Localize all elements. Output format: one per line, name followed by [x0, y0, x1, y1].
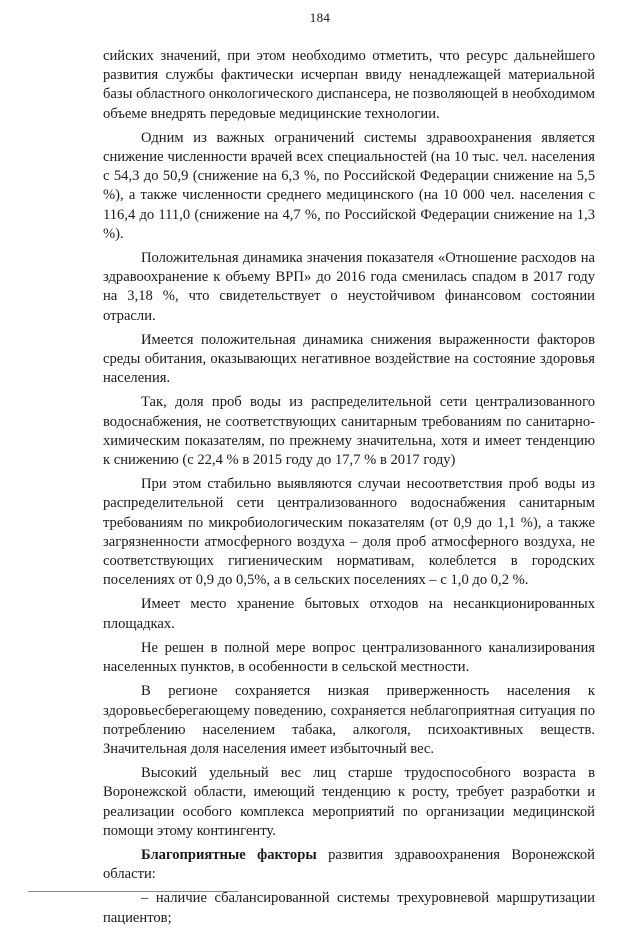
page-number: 184 [309, 10, 331, 25]
paragraph: Не решен в полной мере вопрос централизованного канализирования населенных пунктов, в особенности в сельской местности. [103, 639, 595, 676]
paragraph: Положительная динамика значения показателя «Отношение расходов на здравоохранение к объему ВРП» до 2016 года сменилась спадом в 2017 году на 3,18 %, что свидетельствует о неустойчивом финансовом состоянии отрасли. [103, 250, 595, 324]
bold-heading: Благоприятные факторы [141, 846, 317, 863]
paragraph: Имеет место хранение бытовых отходов на несанкционированных площадках. [103, 596, 595, 632]
list-item: – наличие сбалансированной системы трехуровневой маршрутизации пациентов; [103, 890, 595, 926]
paragraph: Одним из важных ограничений системы здравоохранения является снижение численности врачей всех специальностей (на 10 тыс. чел. населения с 54,3 до 50,9 (снижение на 6,3 %, по Российской Федерации снижение на 5,5 %), а также численности среднего медицинского (на 10 000 чел. населения с 116,4 до 111,0 (снижение на 4,7 %, по Российской Федерации снижение на 1,3 %). [103, 129, 595, 242]
paragraph-favorable-factors [103, 846, 595, 884]
paragraph: Имеется положительная динамика снижения выраженности факторов среды обитания, оказывающих негативное воздействие на состояние здоровья населения. [103, 331, 595, 387]
paragraph: сийских значений, при этом необходимо отметить, что ресурс дальнейшего развития службы фактически исчерпан ввиду ненадлежащей материальной базы областного онкологического диспансера, не позволяющей в необходимом объеме внедрять передовые медицинские технологии. [103, 48, 595, 122]
paragraph: Высокий удельный вес лиц старше трудоспособного возраста в Воронежской области, имеющий тенденцию к росту, требует разработки и реализации особого комплекса мероприятий по организации медицинской помощи этому контингенту. [103, 765, 595, 839]
paragraph: При этом стабильно выявляются случаи несоответствия проб воды из распределительной сети централизованного водоснабжения санитарным требованиям по микробиологическим показателям (от 0,9 до 1,1 %), а также загрязненности атмосферного воздуха – доля проб атмосферного воздуха, не соответствующих гигиеническим нормативам, колеблется в городских поселениях от 0,9 до 0,5%, а в сельских поселениях – с 1,0 до 0,2 %. [103, 476, 595, 589]
paragraph: В регионе сохраняется низкая приверженность населения к здоровьесберегающему поведению, сохраняется неблагоприятная ситуация по потреблению населением табака, алкоголя, психоактивных веществ. Значительная доля населения имеет избыточный вес. [103, 683, 595, 757]
footer-rule [28, 891, 238, 892]
body-text [103, 47, 595, 933]
paragraph: Так, доля проб воды из распределительной сети централизованного водоснабжения, не соответствующих санитарным требованиям по санитарно-химическим показателям, по прежнему значительна, хотя и имеет тенденцию к снижению (с 22,4 % в 2015 году до 17,7 % в 2017 году) [103, 394, 595, 469]
paragraph-text: развития здравоохранения Воронежской области: [103, 846, 595, 883]
